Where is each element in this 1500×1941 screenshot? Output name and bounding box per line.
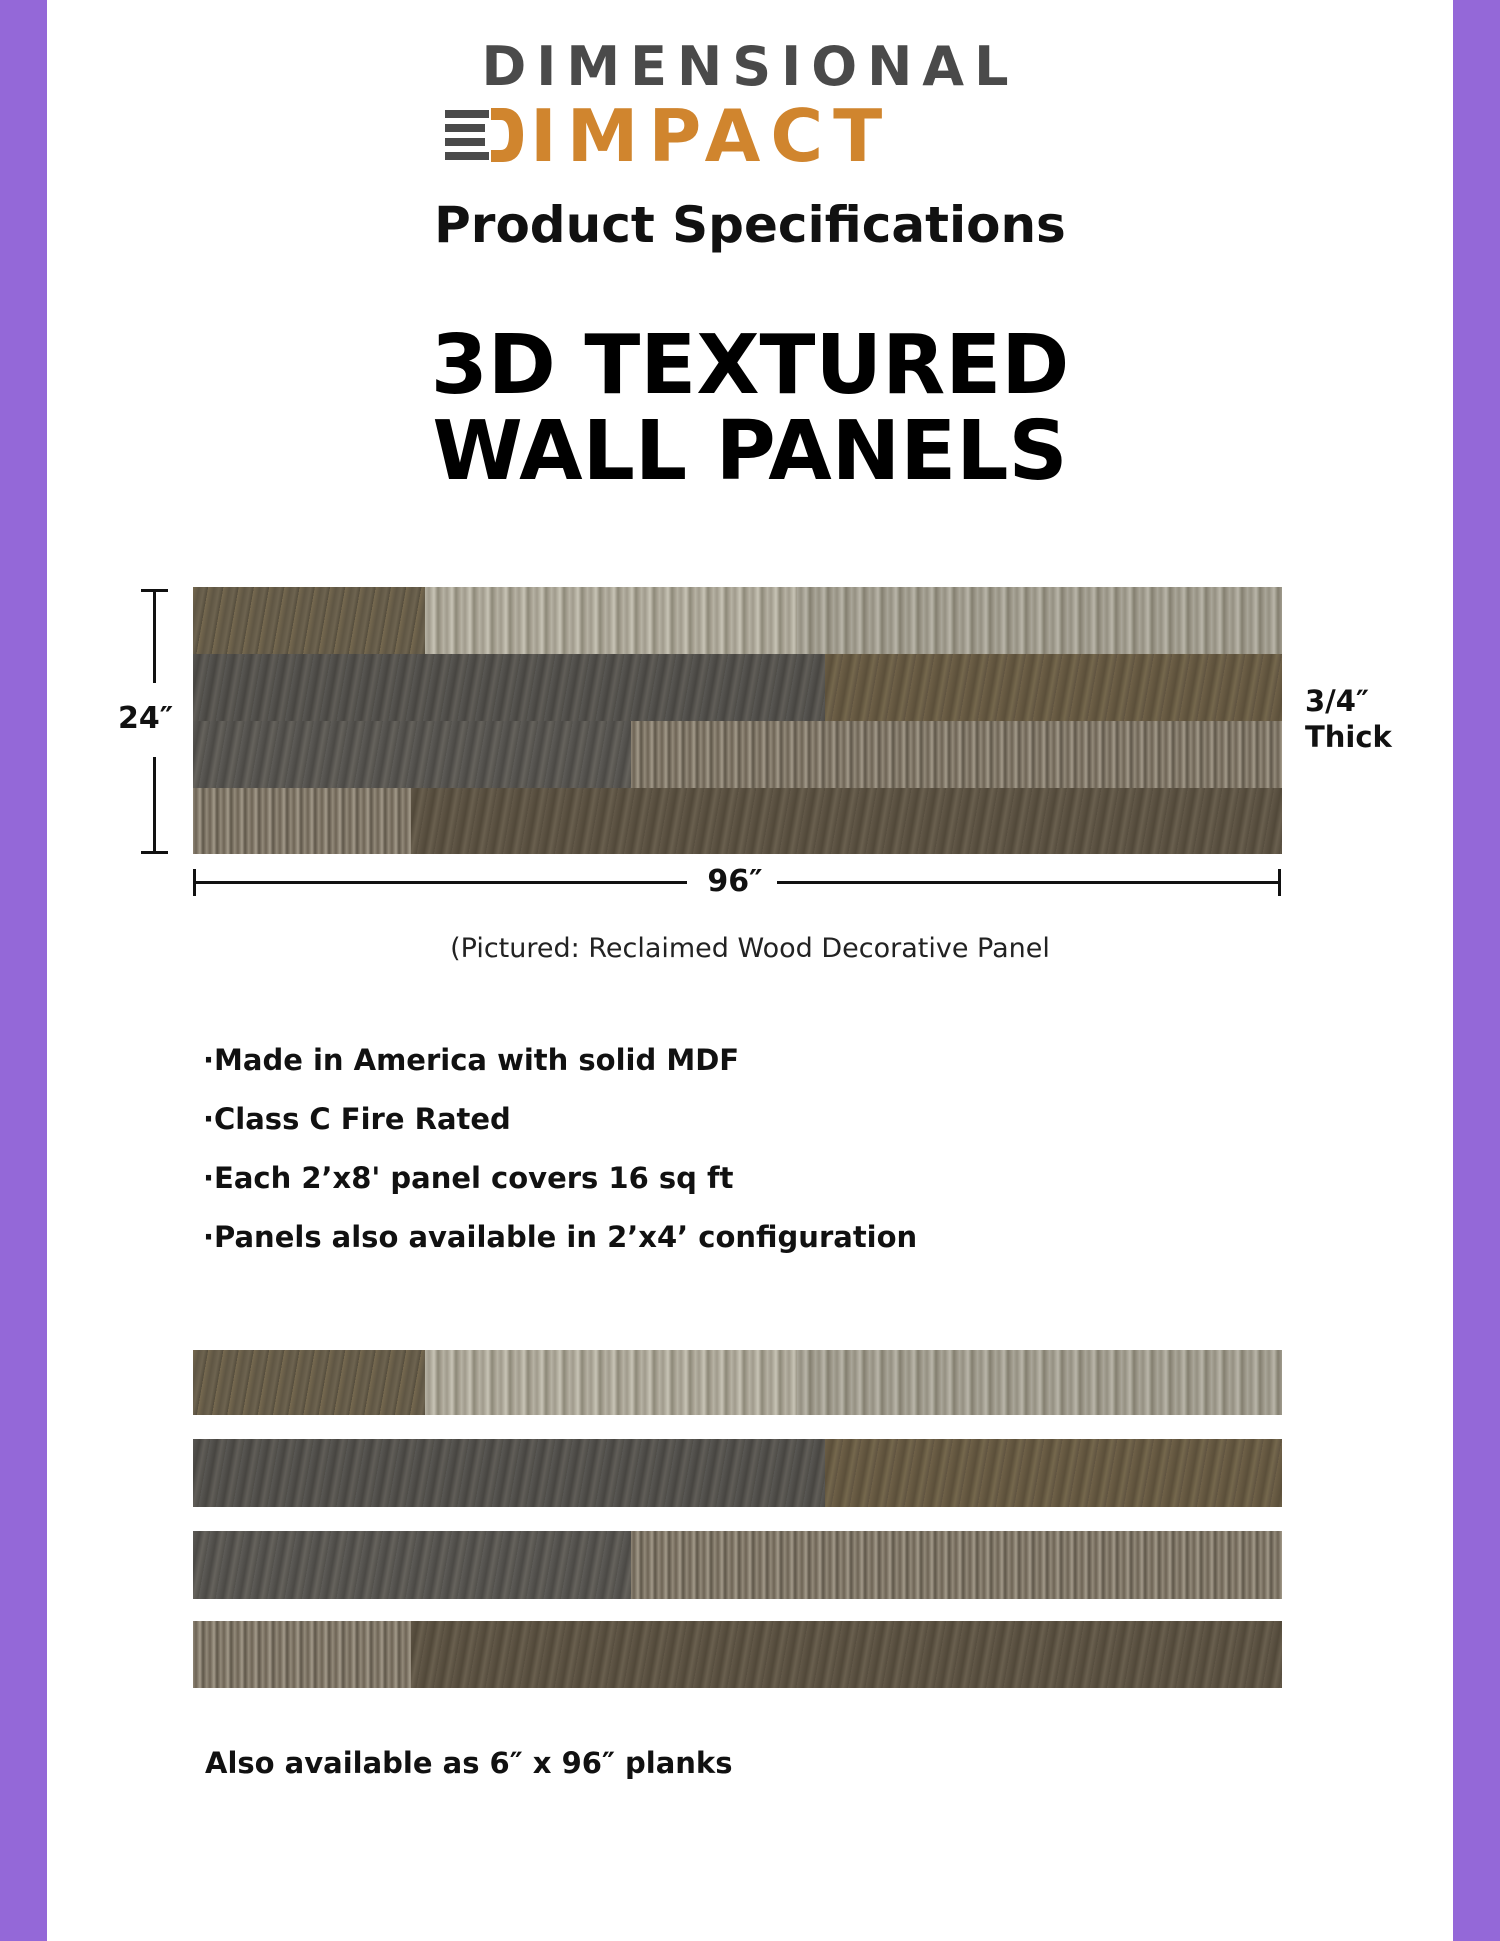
height-marker-bottom-cap	[141, 851, 168, 854]
plank-3	[193, 1531, 1282, 1599]
product-title	[0, 318, 1500, 499]
brand-name-bottom: IMPACT	[530, 94, 893, 178]
panel-plank-2	[193, 654, 1282, 721]
panel-plank-1	[193, 587, 1282, 654]
feature-item: ·Panels also available in 2’x4’ configuration	[203, 1220, 918, 1254]
brand-name-bottom-wrap	[440, 94, 1060, 178]
feature-item: ·Made in America with solid MDF	[203, 1043, 740, 1077]
brand-mark-icon	[445, 106, 525, 164]
thickness-word: Thick	[1305, 720, 1392, 754]
width-marker-right-cap	[1278, 869, 1281, 896]
thickness-value: 3/4″	[1305, 684, 1369, 718]
width-dimension-label: 96″	[707, 864, 763, 899]
width-marker-line-right	[777, 881, 1280, 884]
width-marker-line-left	[193, 881, 687, 884]
height-marker-line-top	[153, 590, 156, 683]
thickness-dimension-label	[1305, 683, 1392, 755]
panel-plank-3	[193, 721, 1282, 788]
left-border	[0, 0, 47, 1941]
right-border	[1453, 0, 1500, 1941]
product-specifications-heading: Product Specifications	[434, 196, 1066, 254]
feature-item: ·Each 2’x8' panel covers 16 sq ft	[203, 1161, 734, 1195]
feature-list	[203, 1037, 917, 1273]
product-title-line-2: WALL PANELS	[432, 404, 1068, 499]
wall-panel-image	[193, 587, 1282, 854]
brand-name-top: DIMENSIONAL	[481, 35, 1019, 98]
plank-2	[193, 1439, 1282, 1507]
height-dimension-label: 24″	[118, 701, 174, 736]
height-marker-line-bottom	[153, 757, 156, 852]
image-caption: (Pictured: Reclaimed Wood Decorative Panel	[450, 933, 1050, 964]
product-title-line-1: 3D TEXTURED	[430, 318, 1070, 413]
planks-availability-note: Also available as 6″ x 96″ planks	[205, 1746, 733, 1780]
plank-4	[193, 1621, 1282, 1688]
plank-1	[193, 1350, 1282, 1415]
feature-item: ·Class C Fire Rated	[203, 1102, 511, 1136]
panel-plank-4	[193, 788, 1282, 854]
